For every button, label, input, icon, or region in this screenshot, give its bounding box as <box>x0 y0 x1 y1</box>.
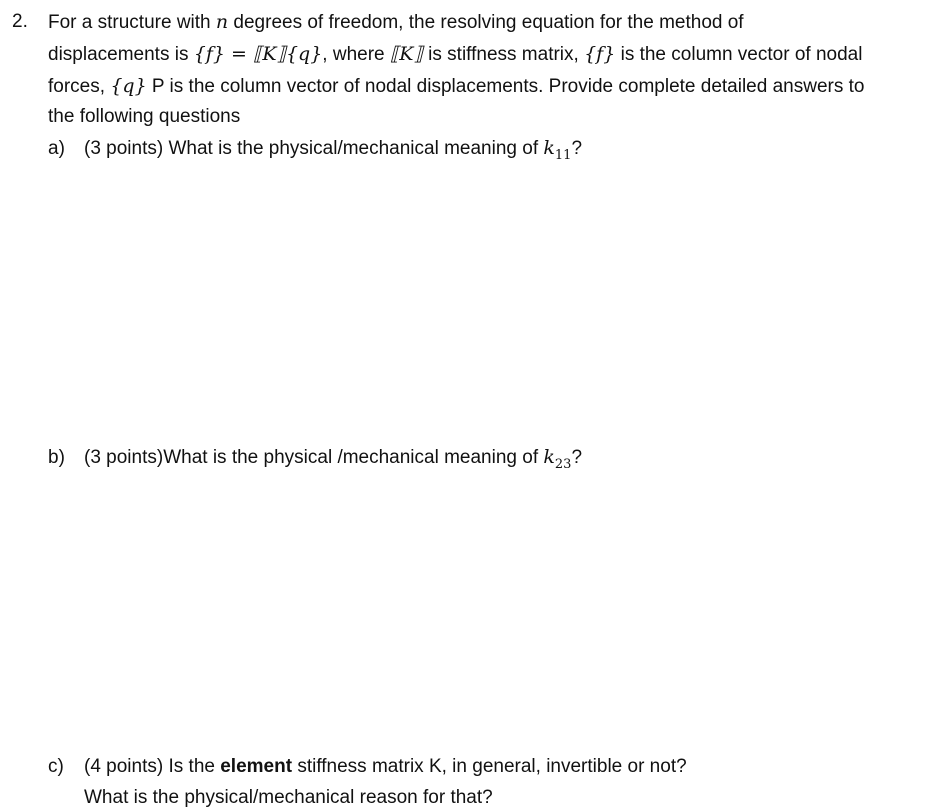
math-n: n <box>215 11 229 33</box>
intro-text: degrees of freedom, the resolving equation for the method of <box>228 12 744 33</box>
part-text: (3 points) What is the physical/mechanical meaning of <box>84 138 544 159</box>
intro-line-1 <box>48 10 744 35</box>
intro-text: , where <box>322 44 390 65</box>
part-text: stiffness matrix K, in general, invertible or not? <box>292 756 687 777</box>
part-b <box>48 445 582 472</box>
part-text: (4 points) Is the <box>84 756 221 777</box>
intro-text: is stiffness matrix, <box>422 44 585 65</box>
intro-text: displacements is <box>48 44 194 65</box>
intro-text: forces, <box>48 76 111 97</box>
math-k: k <box>543 446 555 468</box>
math-K: ⟦K⟧ <box>389 43 423 65</box>
part-a <box>48 136 582 163</box>
math-k: k <box>543 137 555 159</box>
part-c <box>48 755 687 779</box>
part-text: (3 points)What is the physical /mechanical meaning of <box>84 447 544 468</box>
question-number: 2. <box>12 11 28 32</box>
intro-line-2 <box>48 42 862 67</box>
part-end: ? <box>571 447 583 468</box>
math-f: {f} <box>584 43 616 65</box>
math-q: {q} <box>110 75 147 97</box>
intro-text: P is the column vector of nodal displacements. Provide complete detailed answers to <box>146 76 865 97</box>
part-label: a) <box>48 138 65 159</box>
math-subscript: 11 <box>554 148 572 163</box>
intro-text: is the column vector of nodal <box>615 44 863 65</box>
part-label: c) <box>48 756 64 777</box>
math-equation: {f} = ⟦K⟧{q} <box>193 43 323 65</box>
part-label: b) <box>48 447 65 468</box>
part-end: ? <box>571 138 583 159</box>
intro-line-3 <box>48 74 864 99</box>
intro-text: For a structure with <box>48 12 216 33</box>
intro-line-4: the following questions <box>48 106 241 127</box>
math-subscript: 23 <box>554 457 572 472</box>
bold-word: element <box>220 756 293 777</box>
part-c-line-2: What is the physical/mechanical reason for that? <box>84 787 493 808</box>
